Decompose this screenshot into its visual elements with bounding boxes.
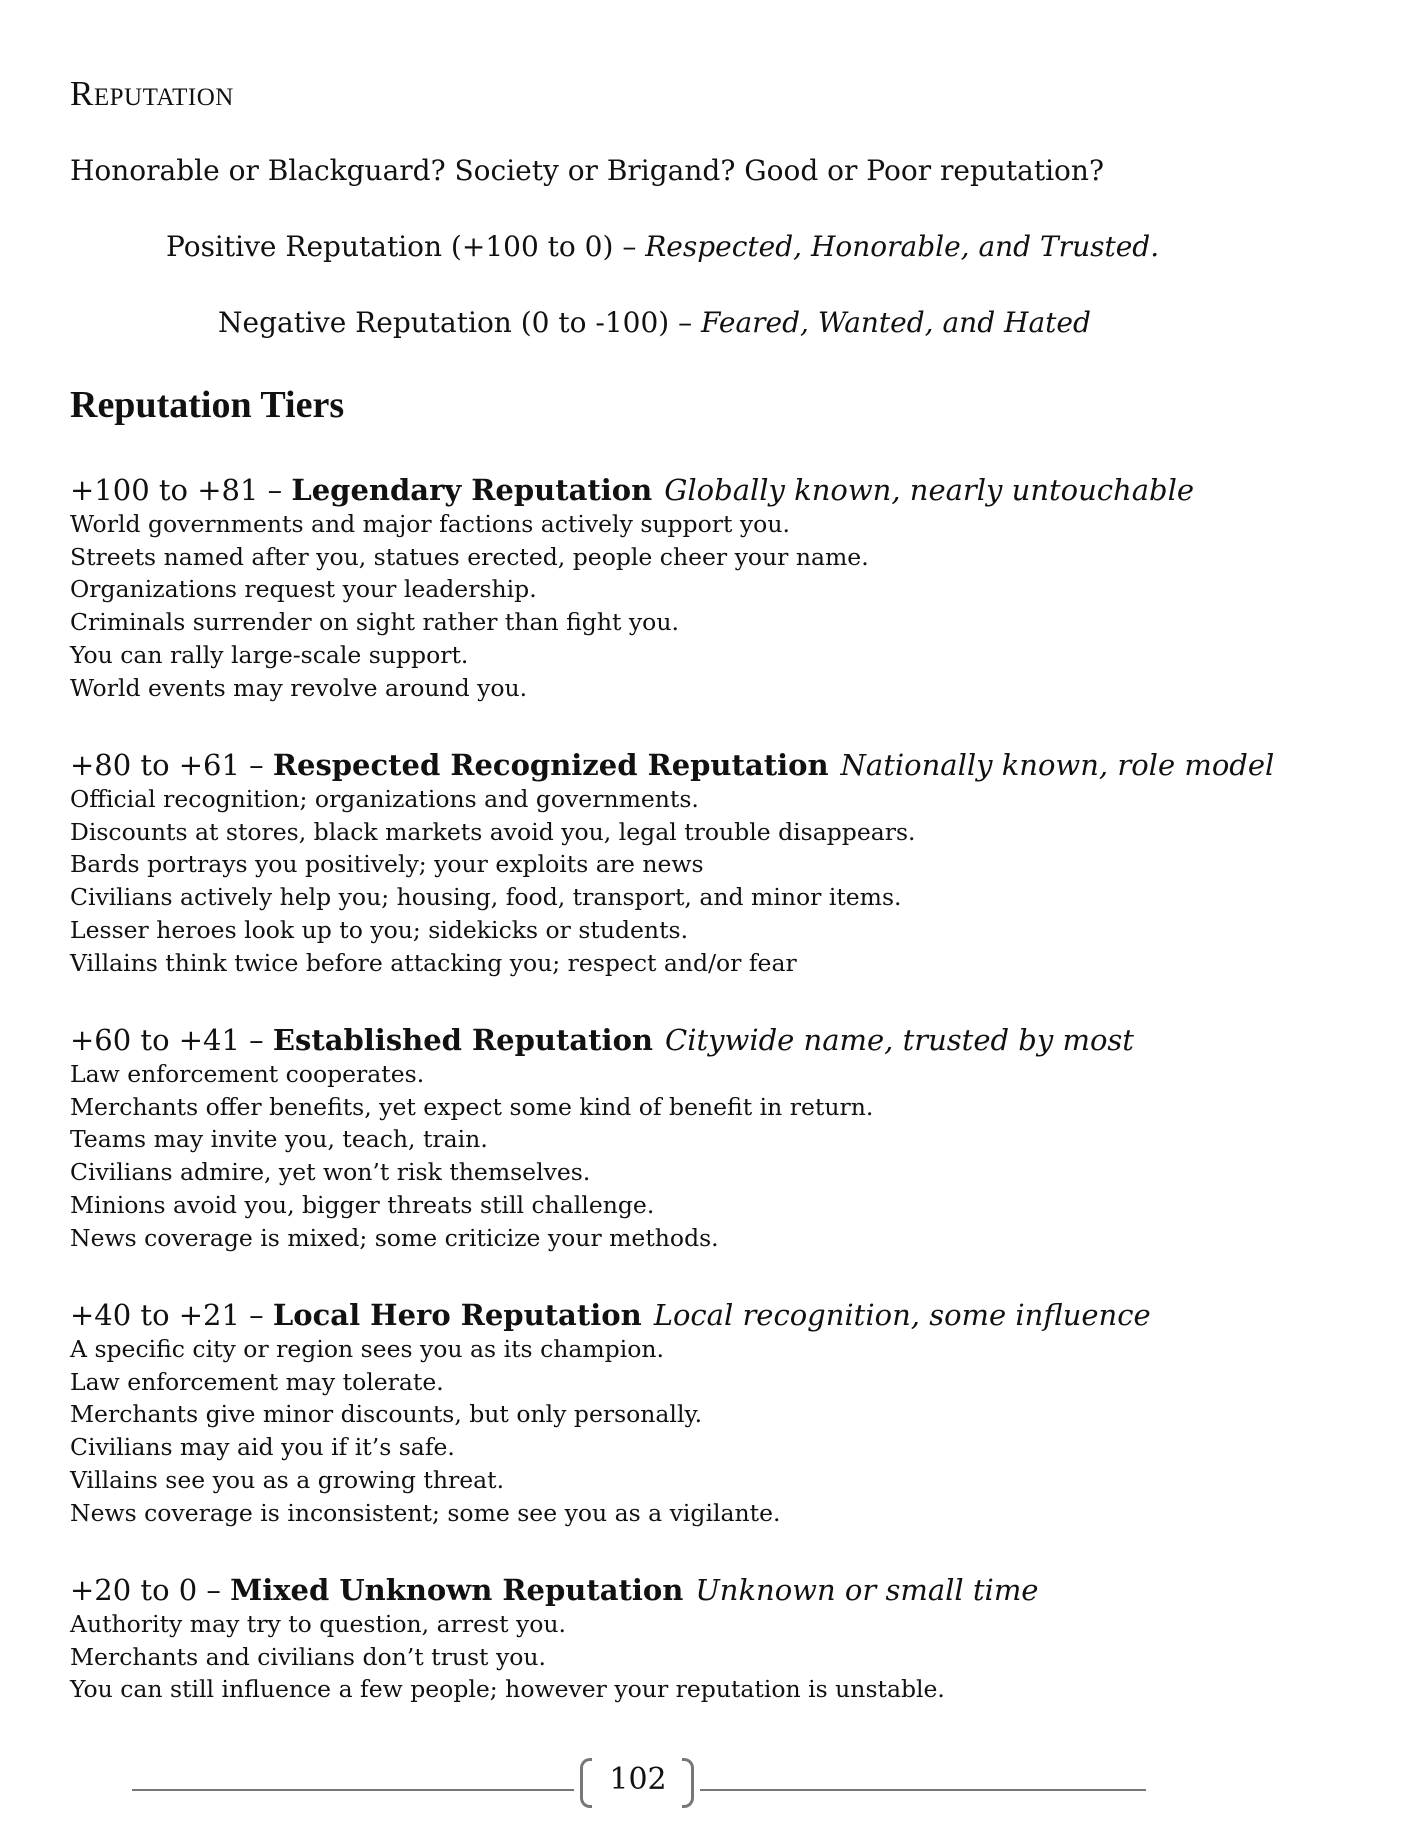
tier-effect: Minions avoid you, bigger threats still challenge. (70, 1190, 655, 1219)
tier-effects-list (70, 1608, 1350, 1706)
tier-effect: Authority may try to question, arrest you. (70, 1610, 567, 1638)
footer-rule-left (132, 1789, 574, 1791)
tier-effect: Streets named after you, statues erected, people cheer your name. (70, 542, 869, 571)
tier-desc: Nationally known, role model (840, 748, 1275, 782)
tier-name: Mixed Unknown Reputation (230, 1573, 684, 1607)
tier-effect: A specific city or region sees you as its champion. (70, 1335, 664, 1363)
tier-effect: Merchants give minor discounts, but only personally. (70, 1400, 703, 1429)
positive-reputation-label: Positive Reputation (+100 to 0) – (166, 230, 646, 263)
positive-reputation-line (166, 230, 1159, 263)
tier-header (70, 1297, 1350, 1333)
tier-effect: Lesser heroes look up to you; sidekicks or students. (70, 915, 689, 944)
tier-effect: Villains see you as a growing threat. (70, 1465, 505, 1494)
tier-effect: Criminals surrender on sight rather than fight you. (70, 608, 679, 637)
tier-effect: Organizations request your leadership. (70, 575, 537, 604)
tiers-heading: Reputation Tiers (70, 384, 345, 426)
tier-name: Local Hero Reputation (272, 1298, 642, 1332)
tier-name: Respected Recognized Reputation (272, 748, 829, 782)
tier-header (70, 747, 1350, 783)
tier-range: +100 to +81 – (70, 473, 292, 507)
tier-effect: Discounts at stores, black markets avoid you, legal trouble disappears. (70, 817, 916, 846)
page-number: 102 (609, 1762, 667, 1797)
tier-effect: Civilians actively help you; housing, food, transport, and minor items. (70, 883, 902, 912)
negative-reputation-line (218, 306, 1091, 339)
tier-desc: Local recognition, some influence (653, 1298, 1151, 1332)
tier-effect: Teams may invite you, teach, train. (70, 1125, 488, 1154)
left-bracket-icon (580, 1758, 592, 1808)
footer-rule-right (700, 1789, 1146, 1791)
intro-text: Honorable or Blackguard? Society or Brigand? Good or Poor reputation? (70, 154, 1104, 187)
tier-effect: Bards portrays you positively; your exploits are news (70, 850, 704, 879)
tier-range: +80 to +61 – (70, 748, 273, 782)
tier-mixed-unknown (70, 1572, 1350, 1706)
tier-effects-list (70, 783, 1350, 979)
tier-range: +20 to 0 – (70, 1573, 231, 1607)
tier-effect: Law enforcement cooperates. (70, 1060, 425, 1088)
tier-established (70, 1022, 1350, 1254)
tier-effect: Civilians admire, yet won’t risk themselves. (70, 1158, 591, 1187)
tier-header (70, 472, 1350, 508)
tier-effects-list (70, 508, 1350, 704)
tier-desc: Globally known, nearly untouchable (664, 473, 1195, 507)
tier-desc: Unknown or small time (695, 1573, 1039, 1607)
tier-legendary (70, 472, 1350, 704)
tier-effect: Official recognition; organizations and governments. (70, 785, 699, 813)
positive-reputation-desc: Respected, Honorable, and Trusted. (645, 230, 1160, 263)
tier-effect: You can rally large-scale support. (70, 640, 469, 669)
tier-respected (70, 747, 1350, 979)
tier-desc: Citywide name, trusted by most (665, 1023, 1134, 1057)
tier-name: Legendary Reputation (291, 473, 653, 507)
tier-effect: Civilians may aid you if it’s safe. (70, 1433, 455, 1462)
tier-effect: Merchants and civilians don’t trust you. (70, 1642, 546, 1671)
tier-effect: Law enforcement may tolerate. (70, 1367, 444, 1396)
tier-range: +40 to +21 – (70, 1298, 273, 1332)
tier-name: Established Reputation (272, 1023, 653, 1057)
tier-effects-list (70, 1333, 1350, 1529)
tier-header (70, 1572, 1350, 1608)
tier-range: +60 to +41 – (70, 1023, 273, 1057)
tier-effect: You can still influence a few people; however your reputation is unstable. (70, 1675, 945, 1704)
tier-effect: News coverage is inconsistent; some see you as a vigilante. (70, 1498, 781, 1527)
tier-effect: Merchants offer benefits, yet expect some kind of benefit in return. (70, 1092, 874, 1121)
section-title: Reputation (70, 74, 234, 113)
tier-effect: World events may revolve around you. (70, 673, 528, 702)
tier-effects-list (70, 1058, 1350, 1254)
tier-effect: World governments and major factions actively support you. (70, 510, 790, 538)
tier-local-hero (70, 1297, 1350, 1529)
tier-header (70, 1022, 1350, 1058)
negative-reputation-desc: Feared, Wanted, and Hated (701, 306, 1091, 339)
negative-reputation-label: Negative Reputation (0 to -100) – (218, 306, 702, 339)
tier-effect: News coverage is mixed; some criticize your methods. (70, 1223, 719, 1252)
tier-effect: Villains think twice before attacking you; respect and/or fear (70, 948, 797, 977)
right-bracket-icon (682, 1758, 694, 1808)
